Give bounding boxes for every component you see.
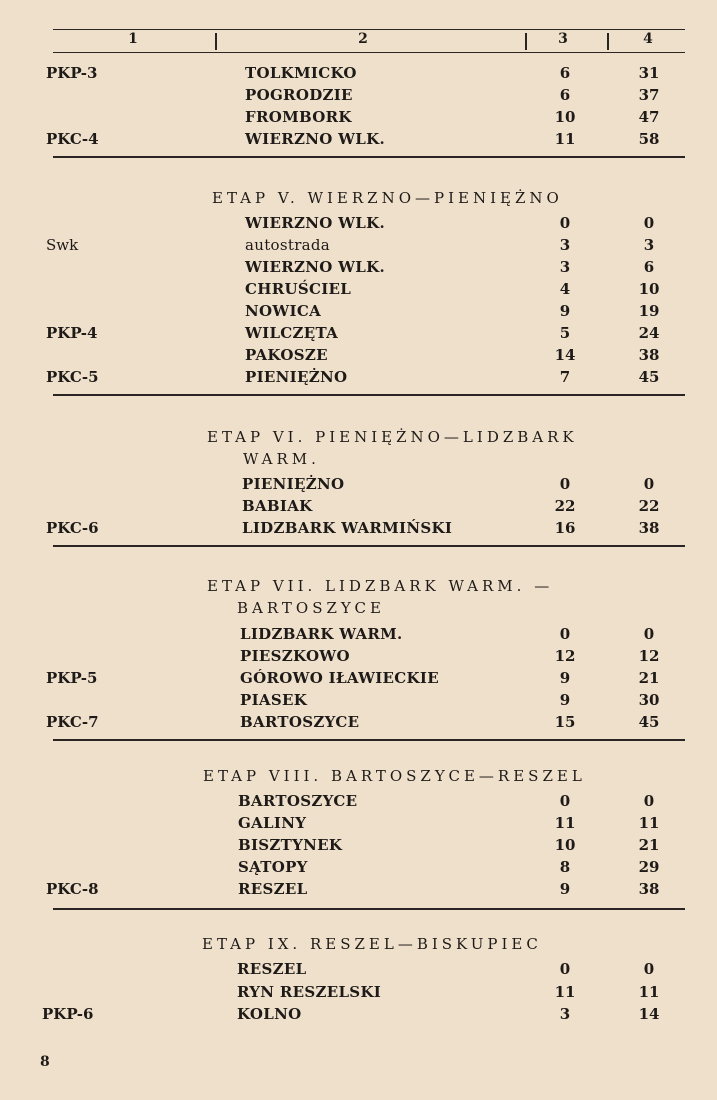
- checkpoint-code: PKP-6: [42, 1005, 94, 1023]
- cumulative-distance: 0: [643, 960, 655, 978]
- place-name: GÓROWO IŁAWIECKIE: [240, 669, 439, 687]
- cumulative-distance: 38: [638, 519, 660, 537]
- cumulative-distance: 45: [638, 368, 660, 386]
- segment-distance: 11: [554, 814, 576, 832]
- segment-distance: 3: [559, 258, 571, 276]
- segment-distance: 9: [559, 302, 571, 320]
- table-row: [0, 258, 717, 280]
- segment-distance: 3: [559, 1005, 571, 1023]
- cumulative-distance: 11: [638, 814, 660, 832]
- stage-title-continued: WARM.: [243, 450, 320, 468]
- segment-distance: 3: [559, 236, 571, 254]
- place-name: autostrada: [245, 236, 331, 254]
- stage-title: ETAP VIII. BARTOSZYCE—RESZEL: [203, 767, 586, 785]
- table-row: [0, 324, 717, 346]
- segment-distance: 5: [559, 324, 571, 342]
- table-row: [0, 1005, 717, 1027]
- table-row: [0, 236, 717, 258]
- cumulative-distance: 31: [638, 64, 660, 82]
- table-row: [0, 880, 717, 902]
- place-name: CHRUŚCIEL: [245, 280, 352, 298]
- table-row: [0, 368, 717, 390]
- segment-distance: 0: [559, 960, 571, 978]
- checkpoint-code: PKC-5: [46, 368, 99, 386]
- cumulative-distance: 11: [638, 983, 660, 1001]
- place-name: RESZEL: [237, 960, 307, 978]
- section-divider: [53, 156, 685, 158]
- place-name: BARTOSZYCE: [238, 792, 358, 810]
- table-row: [0, 858, 717, 880]
- stage-title: ETAP VII. LIDZBARK WARM. —: [207, 577, 554, 595]
- segment-distance: 0: [559, 214, 571, 232]
- segment-distance: 12: [554, 647, 576, 665]
- place-name: KOLNO: [237, 1005, 302, 1023]
- section-divider: [53, 908, 685, 910]
- place-name: LIDZBARK WARMIŃSKI: [242, 519, 453, 537]
- segment-distance: 0: [559, 792, 571, 810]
- cumulative-distance: 38: [638, 880, 660, 898]
- stage-title: ETAP IX. RESZEL—BISKUPIEC: [202, 935, 542, 953]
- cumulative-distance: 10: [638, 280, 660, 298]
- header-col-4: 4: [643, 31, 653, 47]
- segment-distance: 11: [554, 130, 576, 148]
- table-row: [0, 130, 717, 152]
- cumulative-distance: 14: [638, 1005, 660, 1023]
- place-name: WILCZĘTA: [245, 324, 339, 342]
- place-name: PIENIĘŻNO: [242, 475, 345, 493]
- place-name: PIASEK: [240, 691, 308, 709]
- cumulative-distance: 0: [643, 214, 655, 232]
- table-row: [0, 836, 717, 858]
- table-row: [0, 519, 717, 541]
- header-col-2: 2: [358, 31, 368, 47]
- table-row: [0, 64, 717, 86]
- segment-distance: 0: [559, 475, 571, 493]
- segment-distance: 9: [559, 880, 571, 898]
- checkpoint-code: PKC-6: [46, 519, 99, 537]
- cumulative-distance: 21: [638, 669, 660, 687]
- table-row: [0, 669, 717, 691]
- segment-distance: 16: [554, 519, 576, 537]
- table-row: [0, 983, 717, 1005]
- place-name: BABIAK: [242, 497, 313, 515]
- place-name: TOLKMICKO: [245, 64, 357, 82]
- place-name: NOWICA: [245, 302, 322, 320]
- table-row: [0, 497, 717, 519]
- stage-title: ETAP V. WIERZNO—PIENIĘŻNO: [212, 189, 563, 207]
- place-name: WIERZNO WLK.: [245, 130, 385, 148]
- stage-title-continued: BARTOSZYCE: [237, 599, 385, 617]
- cumulative-distance: 3: [643, 236, 655, 254]
- place-name: RESZEL: [238, 880, 308, 898]
- place-name: BISZTYNEK: [238, 836, 343, 854]
- segment-distance: 4: [559, 280, 571, 298]
- segment-distance: 6: [559, 64, 571, 82]
- segment-distance: 7: [559, 368, 571, 386]
- place-name: SĄTOPY: [238, 858, 308, 876]
- cumulative-distance: 0: [643, 792, 655, 810]
- cumulative-distance: 12: [638, 647, 660, 665]
- cumulative-distance: 22: [638, 497, 660, 515]
- section-divider: [53, 739, 685, 741]
- cumulative-distance: 38: [638, 346, 660, 364]
- header-divider: [215, 33, 217, 50]
- place-name: POGRODZIE: [245, 86, 353, 104]
- cumulative-distance: 0: [643, 625, 655, 643]
- header-divider: [525, 33, 527, 50]
- cumulative-distance: 6: [643, 258, 655, 276]
- cumulative-distance: 21: [638, 836, 660, 854]
- segment-distance: 6: [559, 86, 571, 104]
- place-name: WIERZNO WLK.: [245, 214, 385, 232]
- table-row: [0, 475, 717, 497]
- segment-distance: 11: [554, 983, 576, 1001]
- table-row: [0, 346, 717, 368]
- cumulative-distance: 45: [638, 713, 660, 731]
- segment-distance: 10: [554, 108, 576, 126]
- section-divider: [53, 394, 685, 396]
- segment-distance: 9: [559, 691, 571, 709]
- cumulative-distance: 0: [643, 475, 655, 493]
- table-row: [0, 960, 717, 982]
- segment-distance: 14: [554, 346, 576, 364]
- checkpoint-code: Swk: [46, 236, 79, 254]
- segment-distance: 0: [559, 625, 571, 643]
- checkpoint-code: PKP-3: [46, 64, 98, 82]
- cumulative-distance: 37: [638, 86, 660, 104]
- place-name: PIENIĘŻNO: [245, 368, 348, 386]
- place-name: BARTOSZYCE: [240, 713, 360, 731]
- place-name: LIDZBARK WARM.: [240, 625, 403, 643]
- cumulative-distance: 24: [638, 324, 660, 342]
- checkpoint-code: PKP-5: [46, 669, 98, 687]
- table-row: [0, 302, 717, 324]
- place-name: PAKOSZE: [245, 346, 328, 364]
- place-name: WIERZNO WLK.: [245, 258, 385, 276]
- checkpoint-code: PKC-8: [46, 880, 99, 898]
- cumulative-distance: 47: [638, 108, 660, 126]
- place-name: FROMBORK: [245, 108, 352, 126]
- header-col-1: 1: [128, 31, 138, 47]
- table-row: [0, 86, 717, 108]
- stage-title: ETAP VI. PIENIĘŻNO—LIDZBARK: [207, 428, 578, 446]
- segment-distance: 15: [554, 713, 576, 731]
- checkpoint-code: PKC-4: [46, 130, 99, 148]
- table-row: [0, 280, 717, 302]
- cumulative-distance: 58: [638, 130, 660, 148]
- cumulative-distance: 29: [638, 858, 660, 876]
- section-divider: [53, 545, 685, 547]
- table-row: [0, 792, 717, 814]
- table-row: [0, 214, 717, 236]
- segment-distance: 9: [559, 669, 571, 687]
- table-header: [53, 29, 685, 53]
- checkpoint-code: PKC-7: [46, 713, 99, 731]
- table-row: [0, 691, 717, 713]
- page-number: 8: [40, 1054, 50, 1070]
- place-name: GALINY: [238, 814, 307, 832]
- place-name: PIESZKOWO: [240, 647, 350, 665]
- segment-distance: 8: [559, 858, 571, 876]
- table-row: [0, 108, 717, 130]
- table-row: [0, 713, 717, 735]
- place-name: RYN RESZELSKI: [237, 983, 382, 1001]
- cumulative-distance: 30: [638, 691, 660, 709]
- table-row: [0, 625, 717, 647]
- cumulative-distance: 19: [638, 302, 660, 320]
- checkpoint-code: PKP-4: [46, 324, 98, 342]
- segment-distance: 10: [554, 836, 576, 854]
- header-col-3: 3: [558, 31, 568, 47]
- header-divider: [607, 33, 609, 50]
- table-row: [0, 814, 717, 836]
- segment-distance: 22: [554, 497, 576, 515]
- table-row: [0, 647, 717, 669]
